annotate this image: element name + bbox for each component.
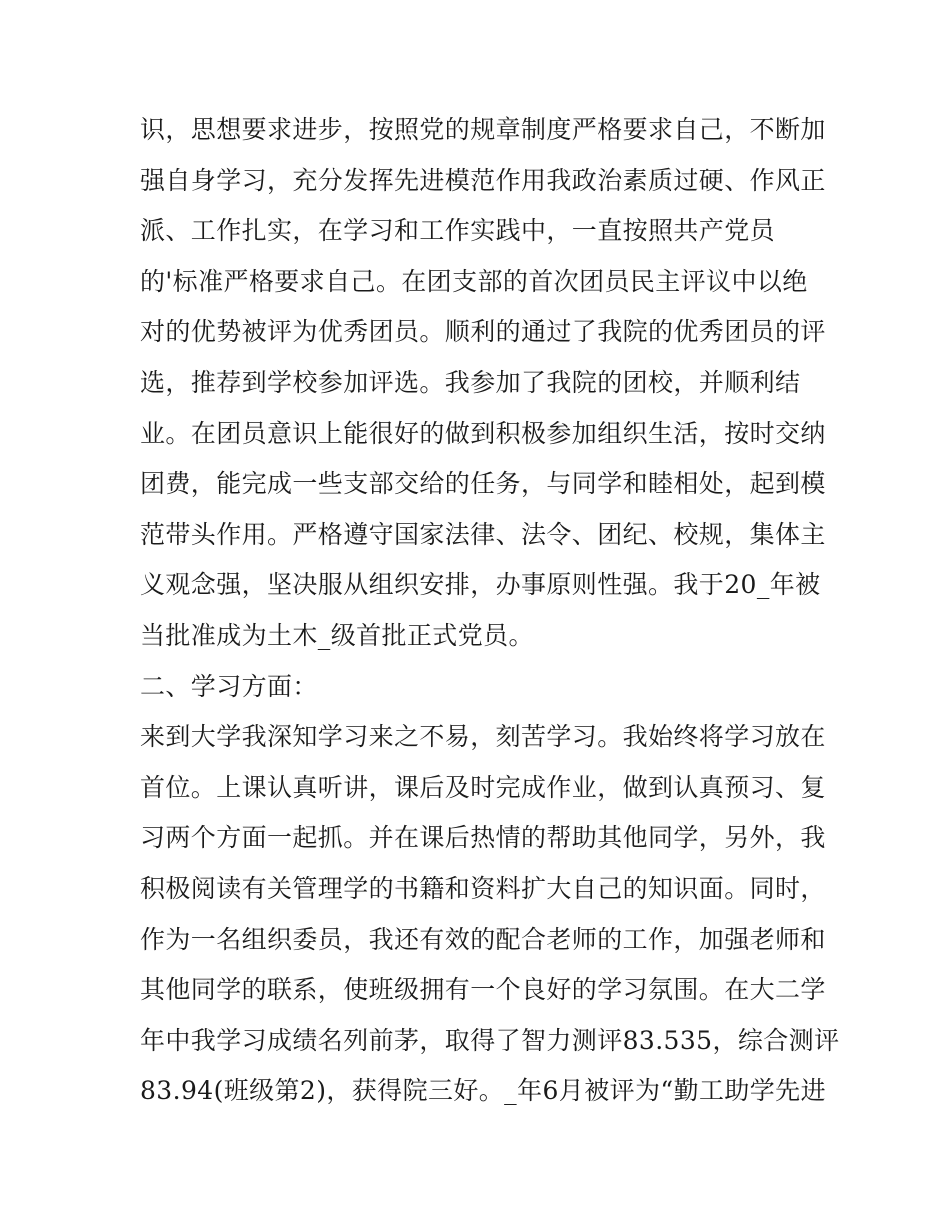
- text-line: 义观念强，坚决服从组织安排，办事原则性强。我于20_年被: [140, 570, 821, 600]
- text-line: 业。在团员意识上能很好的做到积极参加组织生活，按时交纳: [140, 418, 826, 448]
- document-body: [140, 105, 840, 1117]
- text-line: 首位。上课认真听讲，课后及时完成作业，做到认真预习、复: [140, 772, 826, 802]
- text-line: 派、工作扎实，在学习和工作实践中，一直按照共产党员: [140, 216, 776, 246]
- section-heading: 二、学习方面：: [140, 671, 318, 701]
- text-line: 积极阅读有关管理学的书籍和资料扩大自己的知识面。同时，: [140, 873, 826, 903]
- text-line: 83.94(班级第2)，获得院三好。_年6月被评为“勤工助学先进: [140, 1076, 826, 1106]
- text-line: 作为一名组织委员，我还有效的配合老师的工作，加强老师和: [140, 924, 826, 954]
- text-line: 选，推荐到学校参加评选。我参加了我院的团校，并顺利结: [140, 367, 801, 397]
- text-line: 团费，能完成一些支部交给的任务，与同学和睦相处，起到模: [140, 469, 826, 499]
- text-line: 习两个方面一起抓。并在课后热情的帮助其他同学，另外，我: [140, 823, 826, 853]
- text-line: 的'标准严格要求自己。在团支部的首次团员民主评议中以绝: [140, 266, 808, 296]
- text-line: 识，思想要求进步，按照党的规章制度严格要求自己，不断加: [140, 115, 826, 144]
- text-line: 来到大学我深知学习来之不易，刻苦学习。我始终将学习放在: [140, 722, 826, 752]
- text-line: 年中我学习成绩名列前茅，取得了智力测评83.535，综合测评: [140, 1025, 840, 1055]
- text-line: 范带头作用。严格遵守国家法律、法令、团纪、校规，集体主: [140, 519, 826, 549]
- text-line: 强自身学习，充分发挥先进模范作用我政治素质过硬、作风正: [140, 165, 826, 195]
- text-line: 对的优势被评为优秀团员。顺利的通过了我院的优秀团员的评: [140, 317, 826, 347]
- text-line: 当批准成为土木_级首批正式党员。: [140, 620, 534, 650]
- text-line: 其他同学的联系，使班级拥有一个良好的学习氛围。在大二学: [140, 975, 826, 1005]
